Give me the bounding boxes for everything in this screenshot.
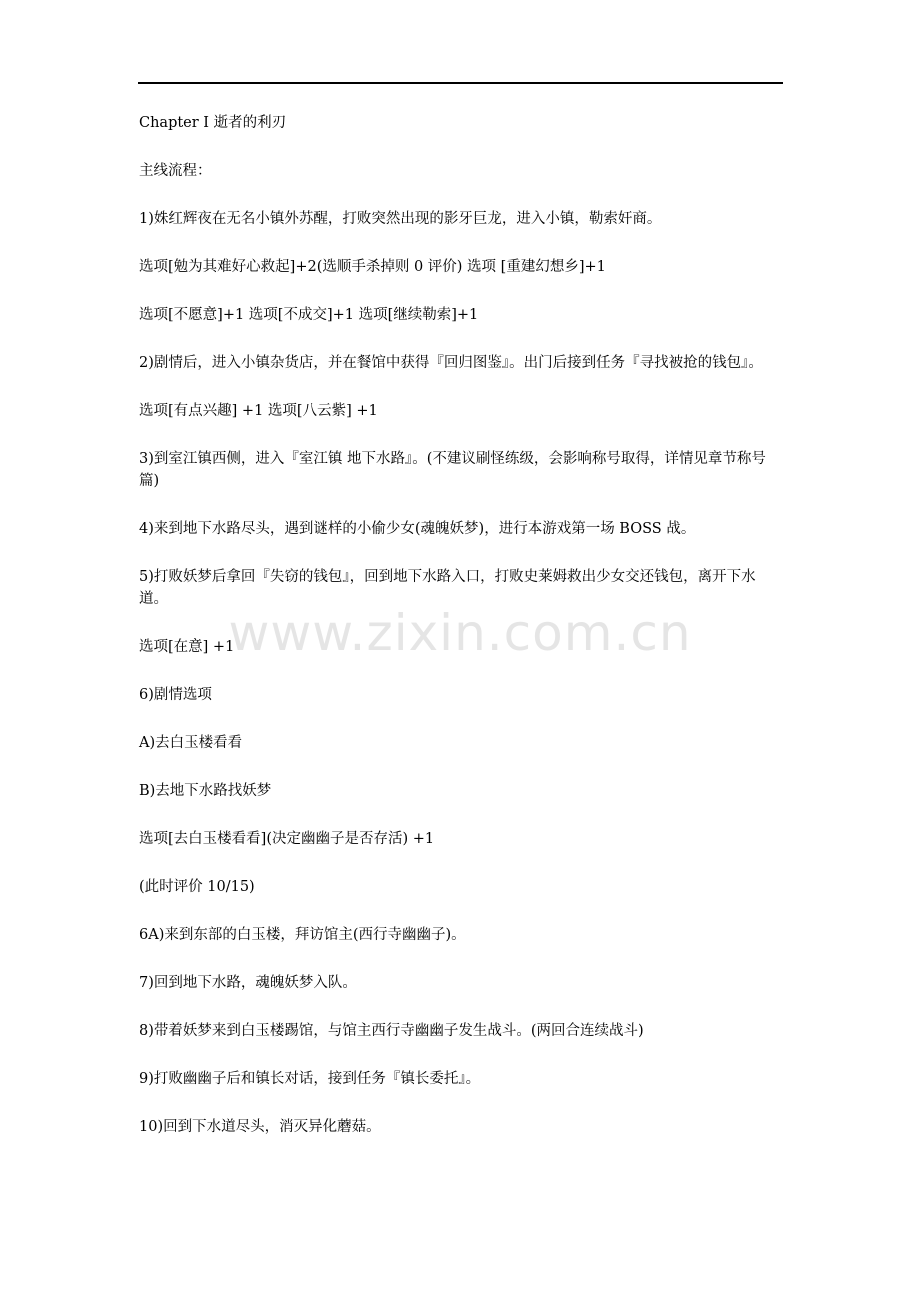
watermark: www.zixin.com.cn: [228, 604, 692, 662]
paragraph: B)去地下水路找妖梦: [139, 783, 272, 799]
paragraph: 10)回到下水道尽头，消灭异化蘑菇。: [139, 1119, 381, 1135]
paragraph: 5)打败妖梦后拿回『失窃的钱包』，回到地下水路入口，打败史莱姆救出少女交还钱包，离开下水道。: [139, 569, 756, 607]
document-body: [139, 112, 784, 1164]
top-divider-line: [138, 82, 783, 84]
section-heading: 主线流程：: [139, 163, 212, 179]
paragraph: 选项[不愿意]+1 选项[不成交]+1 选项[继续勒索]+1: [139, 307, 479, 323]
paragraph: 选项[勉为其难好心救起]+2(选顺手杀掉则 0 评价) 选项 [重建幻想乡]+1: [139, 259, 606, 275]
paragraph: 3)到室江镇西侧，进入『室江镇 地下水路』。(不建议刷怪练级，会影响称号取得，详情见章节称号篇): [139, 451, 766, 489]
paragraph: 选项[有点兴趣] +1 选项[八云紫] +1: [139, 403, 378, 419]
paragraph: 1)姝红辉夜在无名小镇外苏醒，打败突然出现的影牙巨龙，进入小镇，勒索奸商。: [139, 211, 662, 227]
paragraph: 7)回到地下水路，魂魄妖梦入队。: [139, 975, 357, 991]
paragraph: 4)来到地下水路尽头，遇到谜样的小偷少女(魂魄妖梦)，进行本游戏第一场 BOSS 战。: [139, 521, 696, 537]
paragraph: (此时评价 10/15): [139, 879, 255, 895]
paragraph: 9)打败幽幽子后和镇长对话，接到任务『镇长委托』。: [139, 1071, 481, 1087]
paragraph: 2)剧情后，进入小镇杂货店，并在餐馆中获得『回归图鉴』。出门后接到任务『寻找被抢的钱包』。: [139, 355, 763, 371]
paragraph: 6)剧情选项: [139, 687, 212, 703]
paragraph: 选项[去白玉楼看看](决定幽幽子是否存活) +1: [139, 831, 435, 847]
paragraph: 选项[在意] +1: [139, 639, 235, 655]
paragraph: 8)带着妖梦来到白玉楼踢馆，与馆主西行寺幽幽子发生战斗。(两回合连续战斗): [139, 1023, 644, 1039]
chapter-title: Chapter Ⅰ 逝者的利刃: [139, 115, 287, 131]
paragraph: 6A)来到东部的白玉楼，拜访馆主(西行寺幽幽子)。: [139, 927, 466, 943]
paragraph: A)去白玉楼看看: [139, 735, 243, 751]
